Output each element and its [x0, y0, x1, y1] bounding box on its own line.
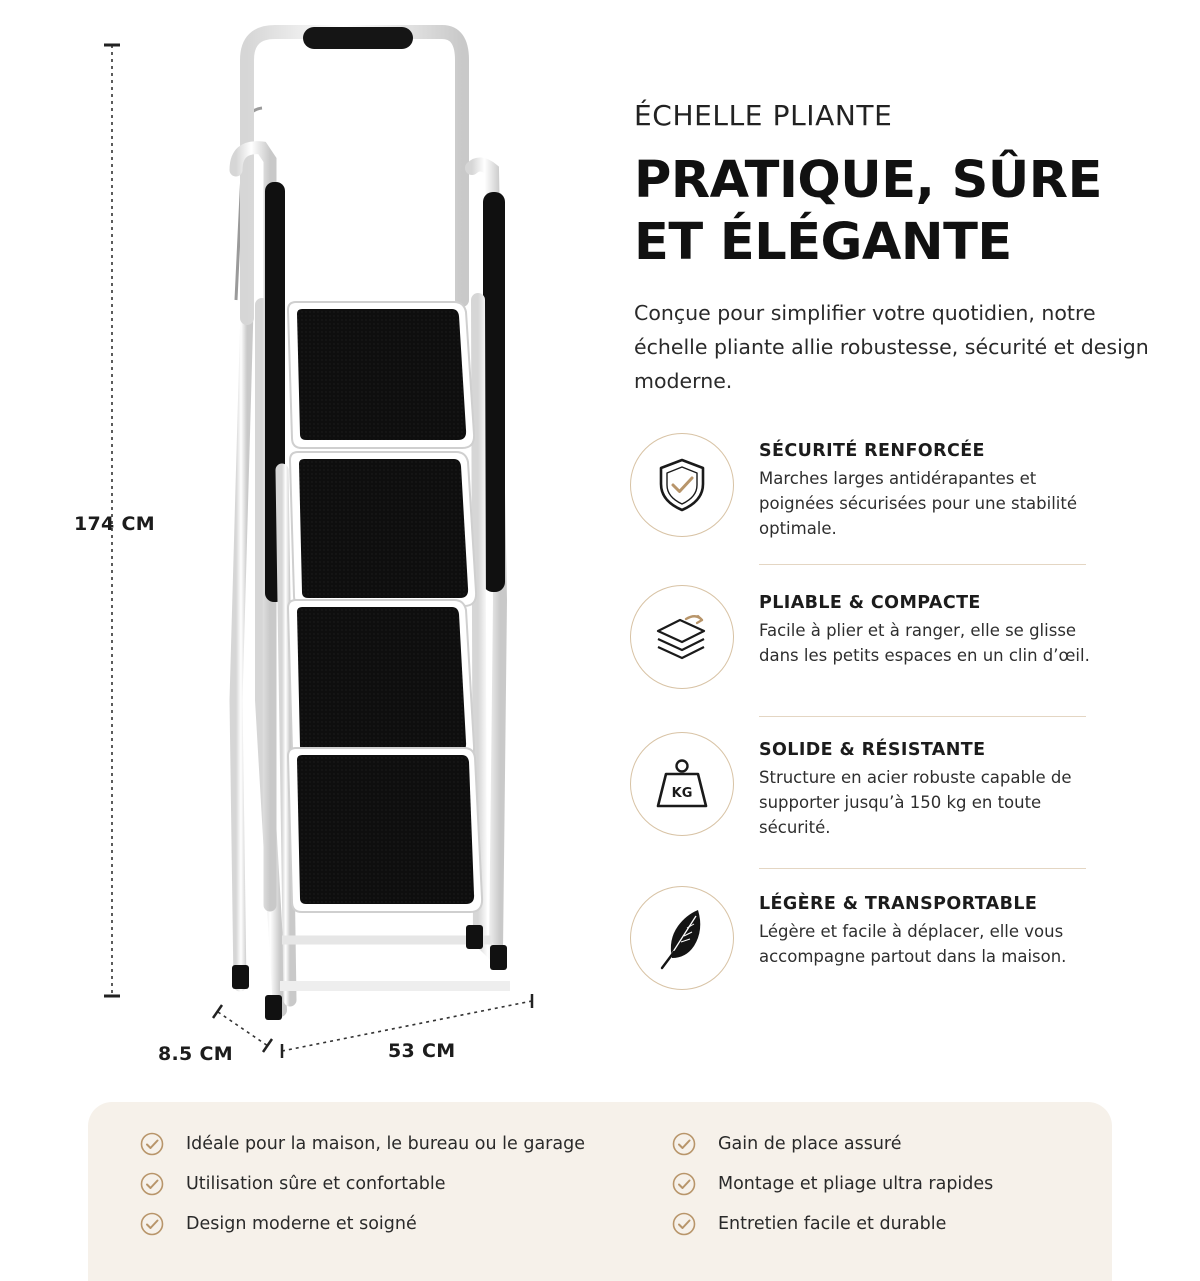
feature-description: Structure en acier robuste capable de supporter jusqu’à 150 kg en toute sécurité. [759, 768, 1072, 837]
benefit-text: Idéale pour la maison, le bureau ou le garage [186, 1134, 585, 1154]
check-icon [140, 1132, 164, 1156]
check-icon [672, 1212, 696, 1236]
benefit-item [140, 1172, 446, 1196]
feature-icon-circle [630, 886, 734, 990]
feature-security [630, 433, 1100, 573]
benefit-item [140, 1212, 417, 1236]
feature-divider [759, 716, 1086, 717]
shield-check-icon [656, 457, 708, 513]
ladder-steps [288, 302, 482, 912]
feature-description: Marches larges antidérapantes et poignées sécurisées pour une stabilité optimale. [759, 469, 1078, 538]
intro-text: Conçue pour simplifier votre quotidien, notre échelle pliante allie robustesse, sécurité et design moderne. [634, 301, 1149, 393]
depth-dimension-label: 8.5 CM [158, 1043, 233, 1065]
eyebrow-title: ÉCHELLE PLIANTE [634, 99, 893, 132]
feather-icon [654, 906, 710, 970]
benefit-item [672, 1212, 946, 1236]
benefit-item [140, 1132, 585, 1156]
feature-solid [630, 732, 1100, 872]
benefit-item [672, 1172, 993, 1196]
benefit-text: Montage et pliage ultra rapides [718, 1174, 994, 1194]
feature-divider [759, 868, 1086, 869]
feature-foldable [630, 585, 1100, 725]
feature-title: LÉGÈRE & TRANSPORTABLE [759, 894, 1038, 914]
kg-icon-text: KG [671, 786, 693, 801]
feature-lightweight [630, 886, 1100, 1026]
height-dimension-label: 174 CM [74, 513, 155, 535]
feature-icon-circle [630, 732, 734, 836]
benefits-panel [88, 1102, 1112, 1281]
feature-title: SÉCURITÉ RENFORCÉE [759, 441, 985, 461]
feature-icon-circle [630, 433, 734, 537]
headline-line-2: ET ÉLÉGANTE [634, 213, 1012, 272]
benefit-text: Design moderne et soigné [186, 1214, 417, 1234]
feature-title: SOLIDE & RÉSISTANTE [759, 740, 986, 760]
layers-fold-icon [652, 611, 712, 663]
benefit-text: Gain de place assuré [718, 1134, 902, 1154]
ladder-image [0, 0, 600, 1100]
feature-icon-circle [630, 585, 734, 689]
page-title [634, 150, 1174, 274]
kg-weight-icon [654, 756, 710, 812]
benefit-text: Entretien facile et durable [718, 1214, 947, 1234]
feature-description: Légère et facile à déplacer, elle vous accompagne partout dans la maison. [759, 922, 1067, 966]
check-icon [672, 1172, 696, 1196]
check-icon [140, 1212, 164, 1236]
feature-title: PLIABLE & COMPACTE [759, 593, 981, 613]
feature-divider [759, 564, 1086, 565]
benefit-item [672, 1132, 902, 1156]
base-dimension-lines [213, 994, 532, 1058]
feature-description: Facile à plier et à ranger, elle se glisse dans les petits espaces en un clin d’œil. [759, 621, 1090, 665]
product-illustration [0, 0, 600, 1100]
headline-line-1: PRATIQUE, SÛRE [634, 151, 1102, 210]
check-icon [672, 1132, 696, 1156]
check-icon [140, 1172, 164, 1196]
benefit-text: Utilisation sûre et confortable [186, 1174, 446, 1194]
width-dimension-label: 53 CM [388, 1040, 456, 1062]
